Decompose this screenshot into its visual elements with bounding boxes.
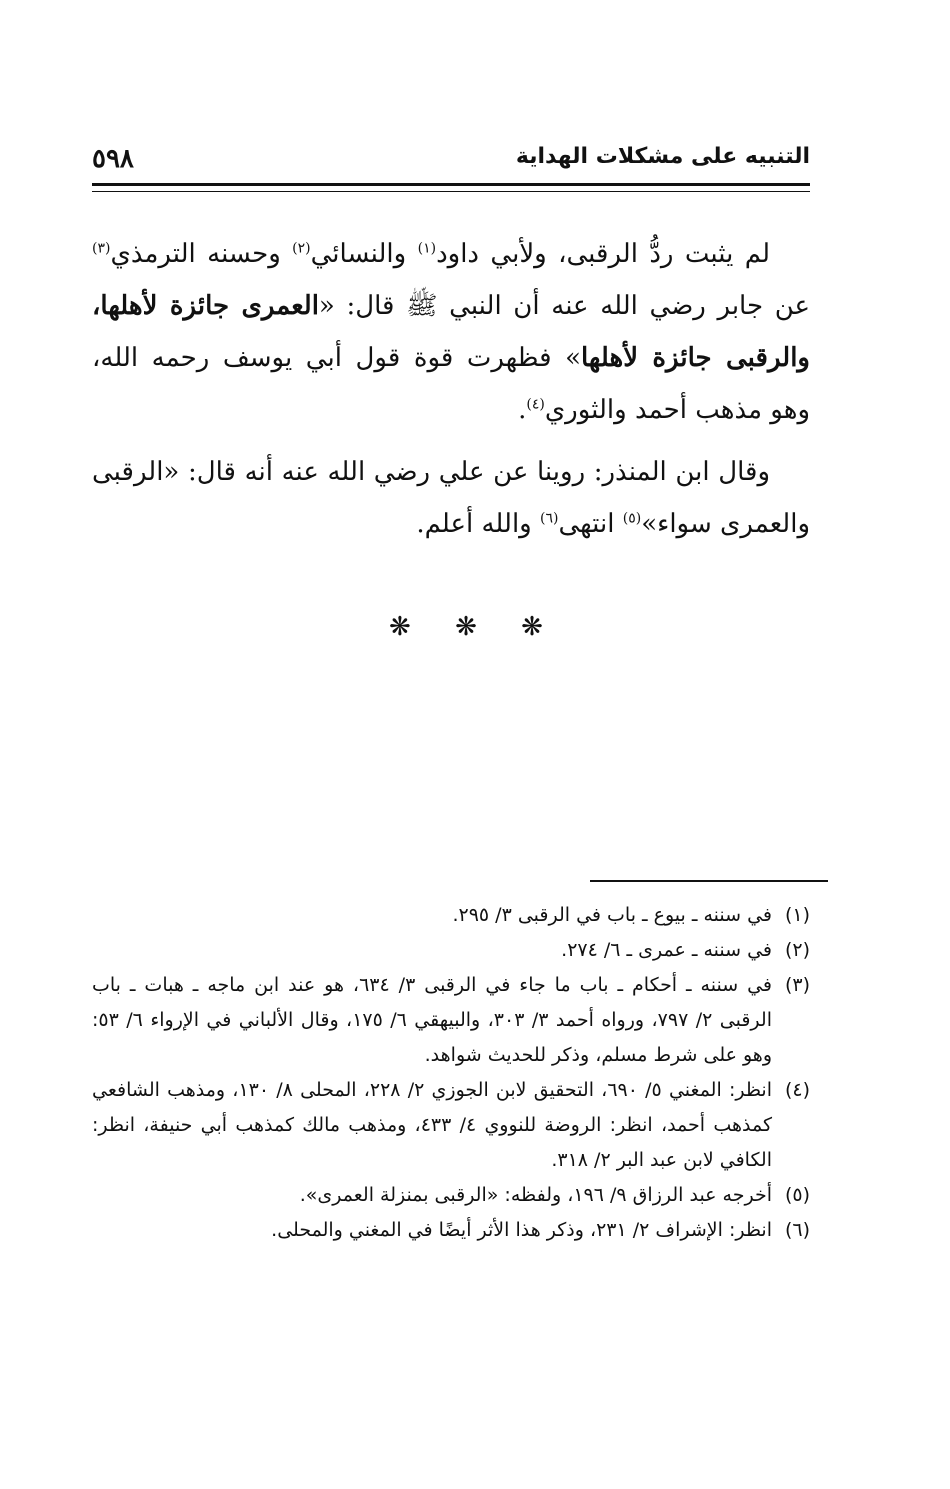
text-run: والله أعلم. [416, 509, 541, 539]
running-title: التنبيه على مشكلات الهداية [515, 144, 810, 169]
footnote-text: أخرجه عبد الرزاق ٩/ ١٩٦، ولفظه: «الرقبى بمنزلة العمرى». [299, 1184, 772, 1206]
header-rule-thick [92, 183, 810, 186]
footnote-text: انظر: المغني ٥/ ٦٩٠، التحقيق لابن الجوزي ٢/ ٢٢٨، المحلى ٨/ ١٣٠، ومذهب الشافعي كمذهب أحمد، انظر: الروضة للنووي ٤/ ٤٣٣، ومذهب مالك كمذهب أبي حنيفة، انظر: الكافي لابن عبد البر ٢/ ٣١٨. [92, 1079, 772, 1171]
footnote [92, 968, 810, 1073]
paragraph-1 [92, 228, 810, 436]
footnote-ref: (٥) [622, 510, 642, 527]
footnote-rule [590, 880, 828, 882]
footnote-text: في سننه ـ عمرى ـ ٦/ ٢٧٤. [561, 939, 772, 961]
footnote-ref: (٦) [540, 510, 559, 527]
text-run: وقال ابن المنذر: روينا عن علي رضي الله عنه أنه قال: «الرقبى والعمرى سواء» [92, 457, 810, 539]
footnote-ref: (٣) [92, 240, 111, 257]
text-run: عن جابر رضي الله عنه أن النبي ﷺ قال: « [318, 291, 810, 321]
footnote-ref: (١) [417, 240, 437, 257]
header-rule-thin [92, 191, 810, 192]
footnote-text: في سننه ـ بيوع ـ باب في الرقبى ٣/ ٢٩٥. [452, 904, 772, 926]
footnote-ref: (٢) [292, 240, 311, 257]
footnote-number: (٦) [784, 1219, 810, 1241]
text-run: والنسائي [310, 239, 418, 269]
footnote-number: (٢) [784, 939, 810, 961]
text-run: انتهى [558, 509, 623, 539]
text-run: » فظهرت قوة قول أبي يوسف رحمه الله، وهو مذهب أحمد والثوري [92, 343, 810, 425]
footnote-ref: (٤) [526, 396, 545, 413]
text-run: . [518, 395, 527, 425]
footnote-number: (٤) [784, 1079, 810, 1101]
footnote-number: (١) [784, 904, 810, 926]
footnote [92, 898, 810, 933]
hadith-quote: العمرى جائزة لأهلها، والرقبى جائزة لأهلها [92, 291, 810, 373]
footnote-text: في سننه ـ أحكام ـ باب ما جاء في الرقبى ٣/ ٦٣٤، هو عند ابن ماجه ـ هبات ـ باب الرقبى ٢/ ٧٩٧، ورواه أحمد ٣/ ٣٠٣، والبيهقي ٦/ ١٧٥، وقال الألباني في الإرواء ٦/ ٥٣: وهو على شرط مسلم، وذكر للحديث شواهد. [92, 974, 772, 1066]
footnote [92, 1213, 810, 1248]
page-number: ٥٩٨ [92, 144, 134, 174]
footnote-number: (٣) [784, 974, 810, 996]
main-text [92, 228, 810, 560]
text-run: لم يثبت ردُّ الرقبى، ولأبي داود [436, 239, 770, 269]
footnotes [92, 898, 810, 1248]
text-run: وحسنه الترمذي [110, 239, 293, 269]
footnote-number: (٥) [784, 1184, 810, 1206]
footnote [92, 1178, 810, 1213]
footnote [92, 1073, 810, 1178]
footnote-text: انظر: الإشراف ٢/ ٢٣١، وذكر هذا الأثر أيضًا في المغني والمحلى. [271, 1219, 772, 1241]
page-header [92, 138, 810, 178]
section-separator: ❋ ❋ ❋ [389, 612, 561, 642]
footnote [92, 933, 810, 968]
paragraph-2 [92, 446, 810, 550]
